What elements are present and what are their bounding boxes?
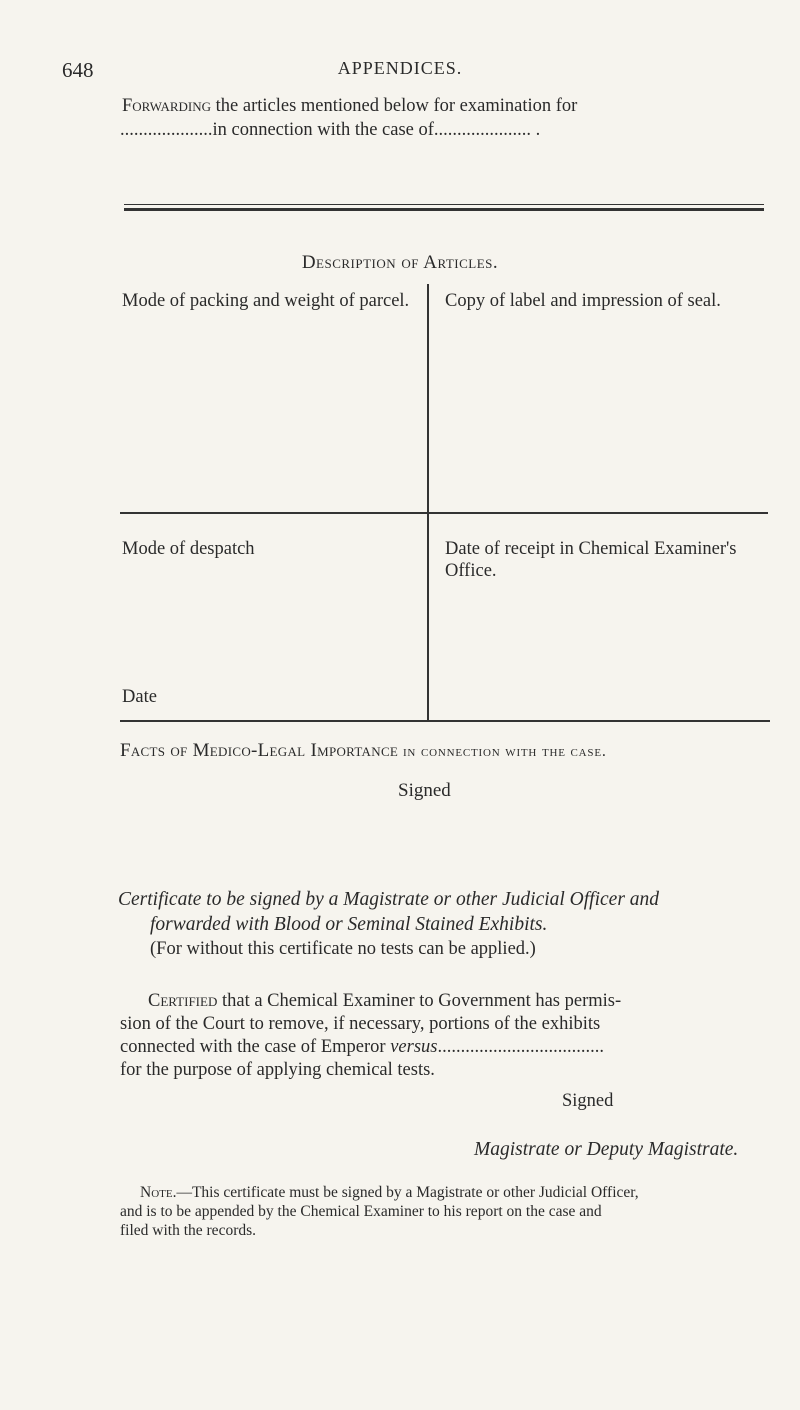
cell-label-copy: Copy of label and impression of seal. bbox=[445, 291, 721, 311]
table-vertical-divider bbox=[427, 284, 429, 722]
running-title: APPENDICES. bbox=[337, 58, 463, 78]
top-rule-thick bbox=[124, 208, 764, 211]
forwarding-line-1 bbox=[122, 96, 577, 117]
note-line-1-text: —This certificate must be signed by a Magistrate or other Judicial Officer, bbox=[176, 1184, 639, 1201]
note-lead: Note. bbox=[140, 1184, 177, 1201]
certificate-signatory: Magistrate or Deputy Magistrate. bbox=[474, 1139, 739, 1160]
certified-line-1-text: that a Chemical Examiner to Government has permis- bbox=[217, 991, 622, 1011]
certificate-heading-line-2: forwarded with Blood or Seminal Stained Exhibits. bbox=[150, 914, 548, 935]
top-rule-thin bbox=[124, 204, 764, 205]
certified-line-2: sion of the Court to remove, if necessary, portions of the exhibits bbox=[120, 1014, 601, 1034]
page-number: 648 bbox=[62, 58, 94, 82]
certified-line-4: for the purpose of applying chemical tests. bbox=[120, 1060, 435, 1080]
facts-heading bbox=[120, 740, 607, 762]
forwarding-line-1-text: the articles mentioned below for examination for bbox=[211, 96, 578, 116]
note-line-3: filed with the records. bbox=[120, 1222, 257, 1239]
certificate-signed: Signed bbox=[562, 1091, 614, 1111]
cell-despatch: Mode of despatch bbox=[122, 539, 255, 559]
certified-line-3 bbox=[120, 1036, 604, 1058]
certified-line-1 bbox=[148, 990, 621, 1012]
cell-date: Date bbox=[122, 687, 157, 707]
certificate-heading-line-1: Certificate to be signed by a Magistrate or other Judicial Officer and bbox=[118, 889, 660, 910]
forwarding-line-2: ....................in connection with the case of..................... . bbox=[120, 120, 541, 140]
certificate-parenthetical: (For without this certificate no tests can be applied.) bbox=[150, 939, 536, 959]
facts-lead: Facts of Medico-Legal Importance bbox=[120, 740, 399, 761]
certified-line-3-dots: .................................... bbox=[437, 1037, 604, 1057]
facts-rest: in connection with the case. bbox=[398, 743, 607, 760]
forwarding-lead-word: Forwarding bbox=[122, 96, 212, 116]
table-bottom-rule bbox=[120, 720, 770, 722]
cell-receipt-date: Date of receipt in Chemical Examiner's Office. bbox=[445, 539, 737, 582]
note-line-2: and is to be appended by the Chemical Examiner to his report on the case and bbox=[120, 1203, 602, 1220]
certified-lead-word: Certified bbox=[148, 991, 218, 1011]
certified-line-3-prefix: connected with the case of Emperor bbox=[120, 1037, 391, 1057]
facts-signed: Signed bbox=[398, 780, 451, 801]
cell-packing: Mode of packing and weight of parcel. bbox=[122, 291, 410, 311]
versus-word: versus bbox=[390, 1037, 438, 1057]
description-title: Description of Articles. bbox=[301, 252, 499, 273]
note-line-1 bbox=[140, 1184, 639, 1203]
table-middle-rule bbox=[120, 512, 768, 514]
